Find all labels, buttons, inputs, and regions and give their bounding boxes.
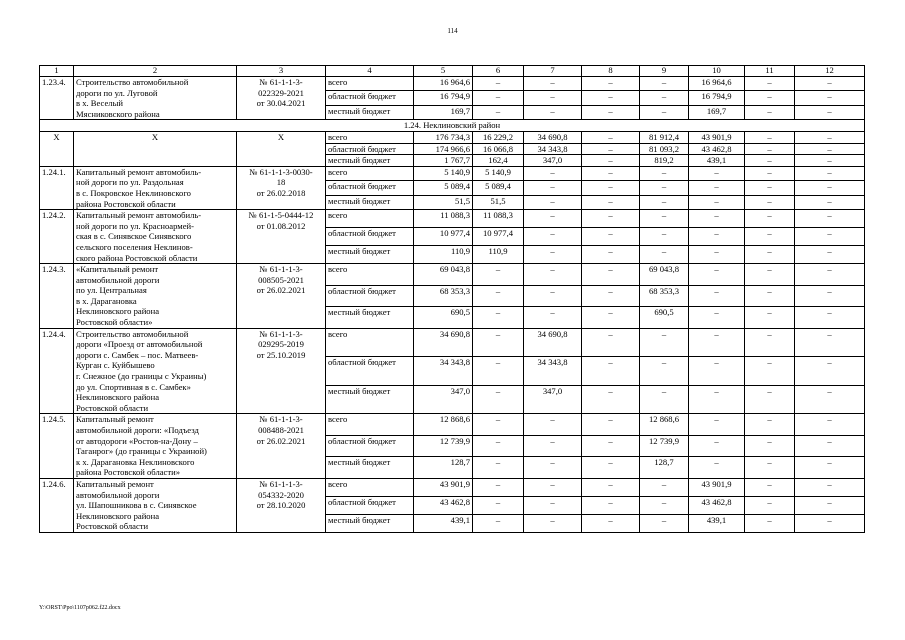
header-cell: 6 [473, 66, 524, 77]
header-cell: 5 [414, 66, 473, 77]
amount-cell: – [745, 514, 795, 532]
amount-cell: – [689, 246, 745, 264]
budget-source: местный бюджет [326, 195, 414, 209]
amount-cell: – [582, 195, 640, 209]
item-number: 1.24.4. [40, 328, 74, 414]
budget-source: местный бюджет [326, 246, 414, 264]
amount-cell: – [745, 414, 795, 436]
amount-cell: – [795, 496, 865, 514]
amount-cell: – [582, 414, 640, 436]
amount-cell: – [524, 496, 582, 514]
amount-cell: – [795, 210, 865, 228]
amount-cell: 43 462,8 [689, 143, 745, 155]
amount-cell: – [795, 385, 865, 414]
header-cell: 2 [74, 66, 237, 77]
amount-cell: – [473, 307, 524, 329]
amount-cell: 12 868,6 [414, 414, 473, 436]
table-row [40, 478, 865, 496]
amount-cell: – [524, 246, 582, 264]
budget-source: областной бюджет [326, 228, 414, 246]
amount-cell: – [582, 166, 640, 180]
amount-cell: – [745, 264, 795, 286]
budget-source: всего [326, 478, 414, 496]
amount-cell: – [473, 328, 524, 357]
amount-cell: 68 353,3 [640, 285, 689, 307]
amount-cell: – [524, 478, 582, 496]
amount-cell: – [795, 105, 865, 119]
amount-cell: 11 088,3 [414, 210, 473, 228]
document-ref: № 61-1-1-3- 029295-2019 от 25.10.2019 [237, 328, 326, 414]
amount-cell: – [689, 457, 745, 479]
amount-cell: – [689, 210, 745, 228]
object-name: «Капитальный ремонт автомобильной дороги по ул. Центральная в х. Дарагановка Неклиновского района Ростовской области» [74, 264, 237, 329]
amount-cell: – [582, 264, 640, 286]
section-row [40, 120, 865, 132]
amount-cell: – [582, 357, 640, 386]
amount-cell: 34 343,8 [524, 143, 582, 155]
amount-cell: 69 043,8 [640, 264, 689, 286]
item-number: Х [40, 131, 74, 166]
amount-cell: – [795, 435, 865, 457]
amount-cell: 162,4 [473, 155, 524, 167]
amount-cell: – [524, 307, 582, 329]
budget-source: местный бюджет [326, 514, 414, 532]
item-number: 1.24.2. [40, 210, 74, 264]
amount-cell: 10 977,4 [414, 228, 473, 246]
table-row [40, 166, 865, 180]
amount-cell: – [582, 181, 640, 195]
amount-cell: – [473, 435, 524, 457]
amount-cell: – [745, 246, 795, 264]
budget-source: областной бюджет [326, 357, 414, 386]
amount-cell: 34 690,8 [524, 131, 582, 143]
amount-cell: – [582, 228, 640, 246]
amount-cell: – [473, 357, 524, 386]
budget-table [39, 65, 865, 533]
amount-cell: – [689, 385, 745, 414]
amount-cell: – [582, 105, 640, 119]
amount-cell: – [795, 478, 865, 496]
amount-cell: – [473, 91, 524, 105]
amount-cell: – [795, 143, 865, 155]
amount-cell: – [795, 514, 865, 532]
amount-cell: – [795, 181, 865, 195]
amount-cell: 110,9 [473, 246, 524, 264]
amount-cell: – [640, 77, 689, 91]
header-cell: 3 [237, 66, 326, 77]
amount-cell: – [795, 166, 865, 180]
amount-cell: – [795, 328, 865, 357]
amount-cell: – [745, 143, 795, 155]
amount-cell: 690,5 [414, 307, 473, 329]
amount-cell: 16 066,8 [473, 143, 524, 155]
amount-cell: – [473, 105, 524, 119]
header-cell: 8 [582, 66, 640, 77]
amount-cell: – [745, 131, 795, 143]
amount-cell: – [582, 285, 640, 307]
amount-cell: – [524, 166, 582, 180]
amount-cell: – [640, 181, 689, 195]
amount-cell: – [473, 457, 524, 479]
amount-cell: 81 093,2 [640, 143, 689, 155]
amount-cell: – [582, 457, 640, 479]
header-cell: 12 [795, 66, 865, 77]
amount-cell: – [795, 131, 865, 143]
amount-cell: – [524, 91, 582, 105]
amount-cell: 5 140,9 [414, 166, 473, 180]
table-row [40, 264, 865, 286]
amount-cell: – [689, 195, 745, 209]
amount-cell: 43 901,9 [689, 131, 745, 143]
amount-cell: 439,1 [689, 514, 745, 532]
budget-source: всего [326, 328, 414, 357]
amount-cell: – [745, 195, 795, 209]
amount-cell: 347,0 [524, 385, 582, 414]
amount-cell: – [795, 264, 865, 286]
amount-cell: – [745, 478, 795, 496]
amount-cell: – [640, 210, 689, 228]
amount-cell: – [582, 246, 640, 264]
amount-cell: 69 043,8 [414, 264, 473, 286]
amount-cell: – [524, 514, 582, 532]
amount-cell: – [524, 105, 582, 119]
budget-source: областной бюджет [326, 181, 414, 195]
amount-cell: – [689, 228, 745, 246]
amount-cell: 5 089,4 [473, 181, 524, 195]
budget-source: всего [326, 210, 414, 228]
object-name: Строительство автомобильной дороги по ул. Луговой в х. Веселый Мясниковского района [74, 77, 237, 120]
amount-cell: – [795, 285, 865, 307]
amount-cell: – [640, 328, 689, 357]
object-name: Капитальный ремонт автомобильной дороги ул. Шапошникова в с. Синявское Неклиновского района Ростовской области [74, 478, 237, 532]
item-number: 1.24.6. [40, 478, 74, 532]
file-path-footer: Y:\ORST\Ppo\1107p062.f22.docx [39, 605, 121, 611]
amount-cell: – [689, 264, 745, 286]
budget-source: местный бюджет [326, 307, 414, 329]
amount-cell: 439,1 [414, 514, 473, 532]
budget-source: всего [326, 131, 414, 143]
amount-cell: – [795, 77, 865, 91]
table-body [40, 77, 865, 533]
amount-cell: – [689, 166, 745, 180]
amount-cell: – [473, 496, 524, 514]
amount-cell: 43 462,8 [689, 496, 745, 514]
amount-cell: 51,5 [414, 195, 473, 209]
amount-cell: – [473, 77, 524, 91]
amount-cell: – [473, 264, 524, 286]
object-name: Капитальный ремонт автомобиль- ной дороги по ул. Раздольная в с. Покровское Неклиновского района Ростовской области [74, 166, 237, 209]
amount-cell: – [640, 105, 689, 119]
amount-cell: 16 229,2 [473, 131, 524, 143]
amount-cell: 16 794,9 [414, 91, 473, 105]
amount-cell: – [524, 195, 582, 209]
page-number: 114 [447, 27, 458, 35]
amount-cell: – [582, 77, 640, 91]
amount-cell: 68 353,3 [414, 285, 473, 307]
amount-cell: 12 868,6 [640, 414, 689, 436]
table-row [40, 131, 865, 143]
table-row [40, 210, 865, 228]
amount-cell: – [640, 385, 689, 414]
amount-cell: – [745, 385, 795, 414]
amount-cell: – [582, 155, 640, 167]
amount-cell: – [524, 77, 582, 91]
amount-cell: – [582, 514, 640, 532]
document-ref: № 61-1-5-0444-12 от 01.08.2012 [237, 210, 326, 264]
amount-cell: – [640, 357, 689, 386]
amount-cell: – [582, 328, 640, 357]
budget-source: местный бюджет [326, 155, 414, 167]
amount-cell: – [795, 414, 865, 436]
header-cell: 11 [745, 66, 795, 77]
amount-cell: – [795, 228, 865, 246]
table-row [40, 414, 865, 436]
amount-cell: – [640, 166, 689, 180]
amount-cell: 128,7 [640, 457, 689, 479]
amount-cell: 51,5 [473, 195, 524, 209]
amount-cell: – [689, 181, 745, 195]
amount-cell: 34 690,8 [414, 328, 473, 357]
amount-cell: 169,7 [414, 105, 473, 119]
budget-source: всего [326, 166, 414, 180]
amount-cell: – [745, 496, 795, 514]
object-name: Капитальный ремонт автомобильной дороги: «Подъезд от автодороги «Ростов-на-Дону – Таганрог» (до границы с Украиной) к х. Дарагановка Неклиновского района Ростовской области» [74, 414, 237, 479]
amount-cell: – [524, 228, 582, 246]
amount-cell: – [745, 91, 795, 105]
item-number: 1.24.5. [40, 414, 74, 479]
amount-cell: 16 964,6 [414, 77, 473, 91]
item-number: 1.24.3. [40, 264, 74, 329]
table-row [40, 328, 865, 357]
document-ref: № 61-1-1-3- 008505-2021 от 26.02.2021 [237, 264, 326, 329]
header-cell: 10 [689, 66, 745, 77]
amount-cell: 174 966,6 [414, 143, 473, 155]
amount-cell: – [689, 285, 745, 307]
amount-cell: – [795, 357, 865, 386]
amount-cell: 12 739,9 [414, 435, 473, 457]
amount-cell: – [795, 91, 865, 105]
amount-cell: 12 739,9 [640, 435, 689, 457]
amount-cell: – [689, 414, 745, 436]
amount-cell: – [582, 385, 640, 414]
amount-cell: – [582, 435, 640, 457]
amount-cell: 347,0 [524, 155, 582, 167]
amount-cell: – [582, 131, 640, 143]
object-name: Капитальный ремонт автомобиль- ной дороги по ул. Красноармей- ская в с. Синявское Синявского сельского поселения Неклинов- ского района Ростовской области [74, 210, 237, 264]
amount-cell: – [689, 357, 745, 386]
document-ref: № 61-1-1-3- 022329-2021 от 30.04.2021 [237, 77, 326, 120]
amount-cell: 110,9 [414, 246, 473, 264]
header-cell: 7 [524, 66, 582, 77]
budget-source: областной бюджет [326, 91, 414, 105]
amount-cell: 10 977,4 [473, 228, 524, 246]
amount-cell: 43 901,9 [414, 478, 473, 496]
budget-source: всего [326, 414, 414, 436]
amount-cell: – [473, 414, 524, 436]
amount-cell: – [640, 228, 689, 246]
amount-cell: – [689, 435, 745, 457]
amount-cell: – [473, 285, 524, 307]
amount-cell: – [795, 246, 865, 264]
amount-cell: – [524, 285, 582, 307]
amount-cell: – [640, 246, 689, 264]
document-ref: Х [237, 131, 326, 166]
amount-cell: – [524, 181, 582, 195]
amount-cell: 34 343,8 [524, 357, 582, 386]
amount-cell: – [745, 77, 795, 91]
header-cell: 4 [326, 66, 414, 77]
item-number: 1.23.4. [40, 77, 74, 120]
amount-cell: – [795, 155, 865, 167]
amount-cell: – [745, 457, 795, 479]
document-ref: № 61-1-1-3- 054332-2020 от 28.10.2020 [237, 478, 326, 532]
section-title: 1.24. Неклиновский район [40, 120, 865, 132]
amount-cell: 690,5 [640, 307, 689, 329]
amount-cell: – [524, 264, 582, 286]
amount-cell: 5 140,9 [473, 166, 524, 180]
amount-cell: – [524, 457, 582, 479]
amount-cell: – [582, 143, 640, 155]
amount-cell: 43 462,8 [414, 496, 473, 514]
amount-cell: – [640, 478, 689, 496]
amount-cell: – [745, 105, 795, 119]
amount-cell: 34 343,8 [414, 357, 473, 386]
amount-cell: – [745, 307, 795, 329]
amount-cell: – [524, 414, 582, 436]
amount-cell: 128,7 [414, 457, 473, 479]
amount-cell: – [745, 285, 795, 307]
amount-cell: – [640, 496, 689, 514]
amount-cell: 81 912,4 [640, 131, 689, 143]
amount-cell: – [473, 514, 524, 532]
amount-cell: – [640, 514, 689, 532]
amount-cell: – [582, 307, 640, 329]
amount-cell: – [795, 307, 865, 329]
amount-cell: – [795, 195, 865, 209]
document-ref: № 61-1-1-3- 008488-2021 от 26.02.2021 [237, 414, 326, 479]
document-ref: № 61-1-1-3-0030- 18 от 26.02.2018 [237, 166, 326, 209]
object-name: Строительство автомобильной дороги «Проезд от автомобильной дороги с. Самбек – пос. Матвеев- Курган с. Куйбышево г. Снежное (до границы с Украины) до ул. Спортивная в с. Самбек» Неклиновского района Ростовской области [74, 328, 237, 414]
amount-cell: – [473, 478, 524, 496]
amount-cell: – [582, 210, 640, 228]
amount-cell: 16 794,9 [689, 91, 745, 105]
amount-cell: 347,0 [414, 385, 473, 414]
amount-cell: 11 088,3 [473, 210, 524, 228]
header-cell: 1 [40, 66, 74, 77]
amount-cell: 176 734,3 [414, 131, 473, 143]
amount-cell: – [582, 496, 640, 514]
budget-source: местный бюджет [326, 105, 414, 119]
amount-cell: – [745, 435, 795, 457]
amount-cell: – [745, 210, 795, 228]
budget-source: всего [326, 77, 414, 91]
amount-cell: 43 901,9 [689, 478, 745, 496]
header-row [40, 66, 865, 77]
amount-cell: – [640, 91, 689, 105]
table-row [40, 77, 865, 91]
object-name: Х [74, 131, 237, 166]
item-number: 1.24.1. [40, 166, 74, 209]
amount-cell: – [582, 478, 640, 496]
amount-cell: – [524, 435, 582, 457]
amount-cell: 1 767,7 [414, 155, 473, 167]
amount-cell: – [745, 228, 795, 246]
amount-cell: – [689, 307, 745, 329]
budget-source: всего [326, 264, 414, 286]
budget-source: областной бюджет [326, 496, 414, 514]
amount-cell: – [745, 328, 795, 357]
amount-cell: 169,7 [689, 105, 745, 119]
amount-cell: – [473, 385, 524, 414]
amount-cell: – [795, 457, 865, 479]
amount-cell: – [745, 181, 795, 195]
amount-cell: – [745, 166, 795, 180]
amount-cell: 439,1 [689, 155, 745, 167]
budget-source: областной бюджет [326, 143, 414, 155]
budget-source: областной бюджет [326, 435, 414, 457]
budget-source: местный бюджет [326, 385, 414, 414]
amount-cell: 34 690,8 [524, 328, 582, 357]
amount-cell: – [745, 155, 795, 167]
amount-cell: – [582, 91, 640, 105]
budget-source: местный бюджет [326, 457, 414, 479]
budget-source: областной бюджет [326, 285, 414, 307]
amount-cell: 819,2 [640, 155, 689, 167]
amount-cell: – [524, 210, 582, 228]
amount-cell: – [689, 328, 745, 357]
header-cell: 9 [640, 66, 689, 77]
amount-cell: 5 089,4 [414, 181, 473, 195]
amount-cell: – [745, 357, 795, 386]
amount-cell: – [640, 195, 689, 209]
amount-cell: 16 964,6 [689, 77, 745, 91]
